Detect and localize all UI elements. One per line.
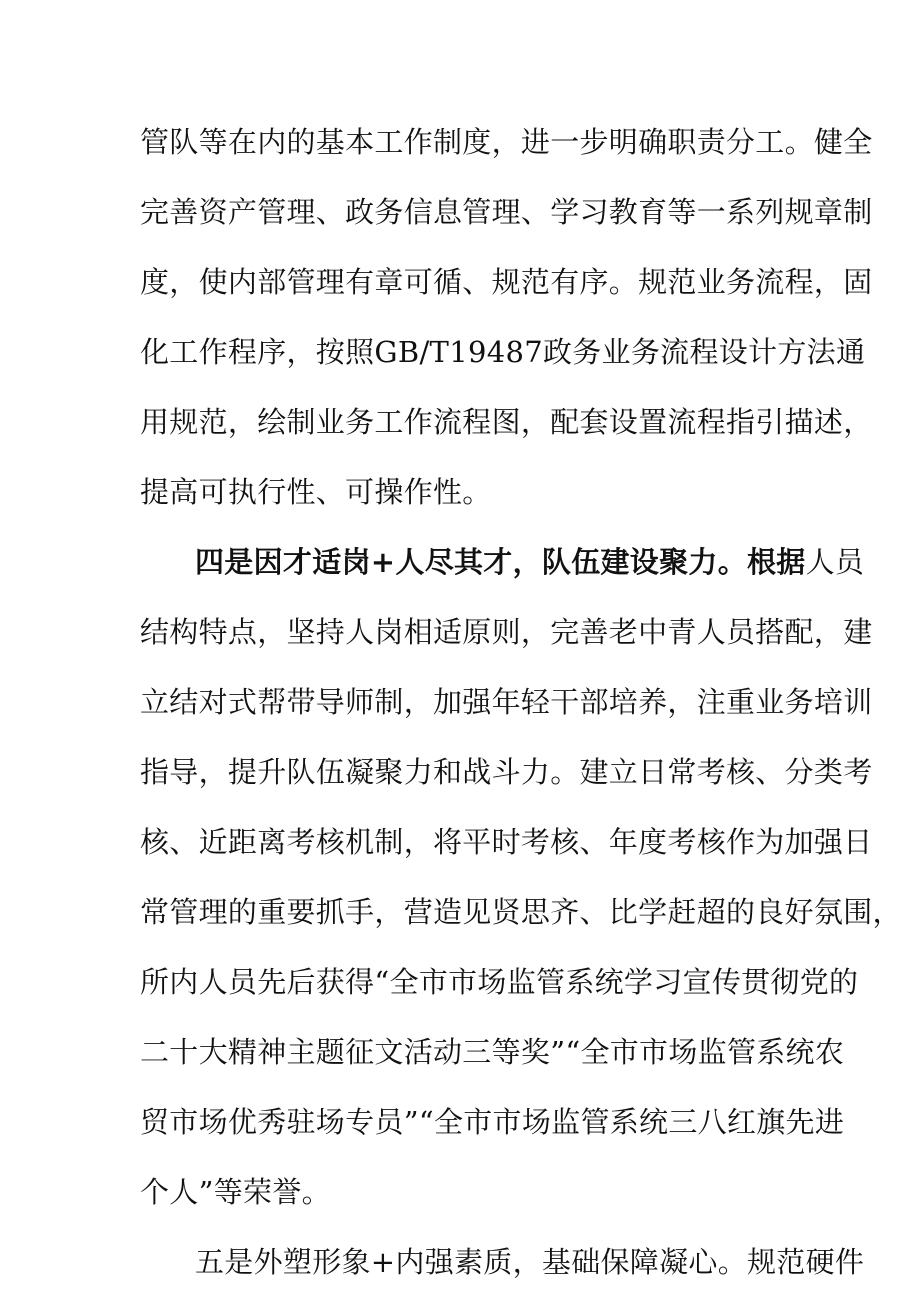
- text-line: 完善资产管理、政务信息管理、学习教育等一系列规章制: [140, 195, 873, 229]
- text-line: 二十大精神主题征文活动三等奖”“全市市场监管系统农: [140, 1035, 845, 1069]
- text-line: 化工作程序，按照GB/T19487政务业务流程设计方法通: [140, 335, 866, 369]
- paragraph-4-text: 人员: [805, 545, 865, 579]
- text-line: 提高可执行性、可操作性。: [140, 475, 492, 509]
- text-line: 所内人员先后获得“全市市场监管系统学习宣传贯彻党的: [140, 965, 859, 999]
- text-line: 用规范，绘制业务工作流程图，配套设置流程指引描述，: [140, 405, 873, 439]
- text-line: 个人”等荣誉。: [140, 1175, 331, 1209]
- text-line: 结构特点，坚持人岗相适原则，完善老中青人员搭配，建: [140, 615, 873, 649]
- paragraph-5-first-line: 五是外塑形象+内强素质，基础保障凝心。规范硬件: [195, 1245, 865, 1279]
- text-line: 核、近距离考核机制，将平时考核、年度考核作为加强日: [140, 825, 873, 859]
- paragraph-4-first-line: [195, 533, 865, 591]
- text-line: 立结对式帮带导师制，加强年轻干部培养，注重业务培训: [140, 685, 873, 719]
- text-line: 管队等在内的基本工作制度，进一步明确职责分工。健全: [140, 125, 873, 159]
- text-line: 常管理的重要抓手，营造见贤思齐、比学赶超的良好氛围，: [140, 895, 902, 929]
- text-line: 贸市场优秀驻场专员”“全市市场监管系统三八红旗先进: [140, 1105, 845, 1139]
- paragraph-4-heading: 四是因才适岗+人尽其才，队伍建设聚力。根据: [195, 545, 806, 579]
- text-line: 度，使内部管理有章可循、规范有序。规范业务流程，固: [140, 265, 873, 299]
- text-line: 指导，提升队伍凝聚力和战斗力。建立日常考核、分类考: [140, 755, 873, 789]
